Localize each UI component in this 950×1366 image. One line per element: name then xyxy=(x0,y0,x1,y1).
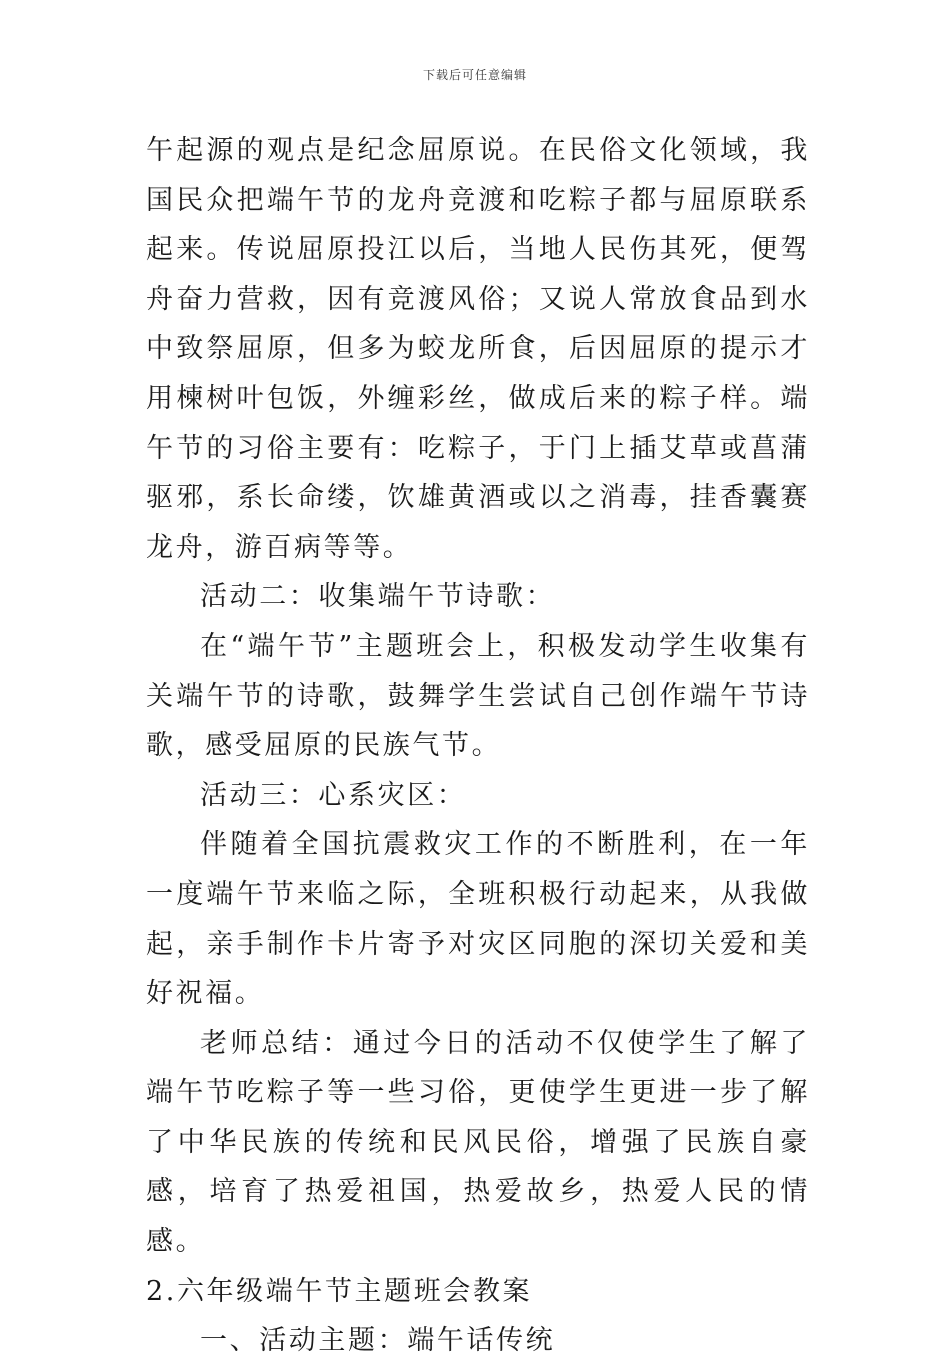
section-heading-lesson-plan: 2.六年级端午节主题班会教案 xyxy=(146,1275,533,1307)
paragraph-activity-three-body: 伴随着全国抗震救灾工作的不断胜利，在一年一度端午节来临之际，全班积极行动起来，从我做起，亲手制作卡片寄予对灾区同胞的深切关爱和美好祝福。 xyxy=(146,829,810,1010)
document-body xyxy=(146,126,810,1366)
paragraph-activity-two-heading: 活动二：收集端午节诗歌： xyxy=(200,581,556,613)
paragraph-activity-theme: 一、活动主题：端午话传统 xyxy=(200,1325,556,1357)
paragraph-activity-three-heading: 活动三：心系灾区： xyxy=(200,779,467,811)
paragraph-activity-two-body: 在“端午节”主题班会上，积极发动学生收集有关端午节的诗歌，鼓舞学生尝试自己创作端午节诗歌，感受屈原的民族气节。 xyxy=(146,630,810,762)
paragraph-origin: 午起源的观点是纪念屈原说。在民俗文化领域，我国民众把端午节的龙舟竞渡和吃粽子都与屈原联系起来。传说屈原投江以后，当地人民伤其死，便驾舟奋力营救，因有竞渡风俗；又说人常放食品到水中致祭屈原，但多为蛟龙所食，后因屈原的提示才用楝树叶包饭，外缠彩丝，做成后来的粽子样。端午节的习俗主要有：吃粽子，于门上插艾草或菖蒲驱邪，系长命缕，饮雄黄酒或以之消毒，挂香囊赛龙舟，游百病等等。 xyxy=(146,135,810,563)
paragraph-teacher-summary: 老师总结：通过今日的活动不仅使学生了解了端午节吃粽子等一些习俗，更使学生更进一步了解了中华民族的传统和民风民俗，增强了民族自豪感，培育了热爱祖国，热爱故乡，热爱人民的情感。 xyxy=(146,1027,810,1258)
page-header: 下载后可任意编辑 xyxy=(422,68,527,82)
